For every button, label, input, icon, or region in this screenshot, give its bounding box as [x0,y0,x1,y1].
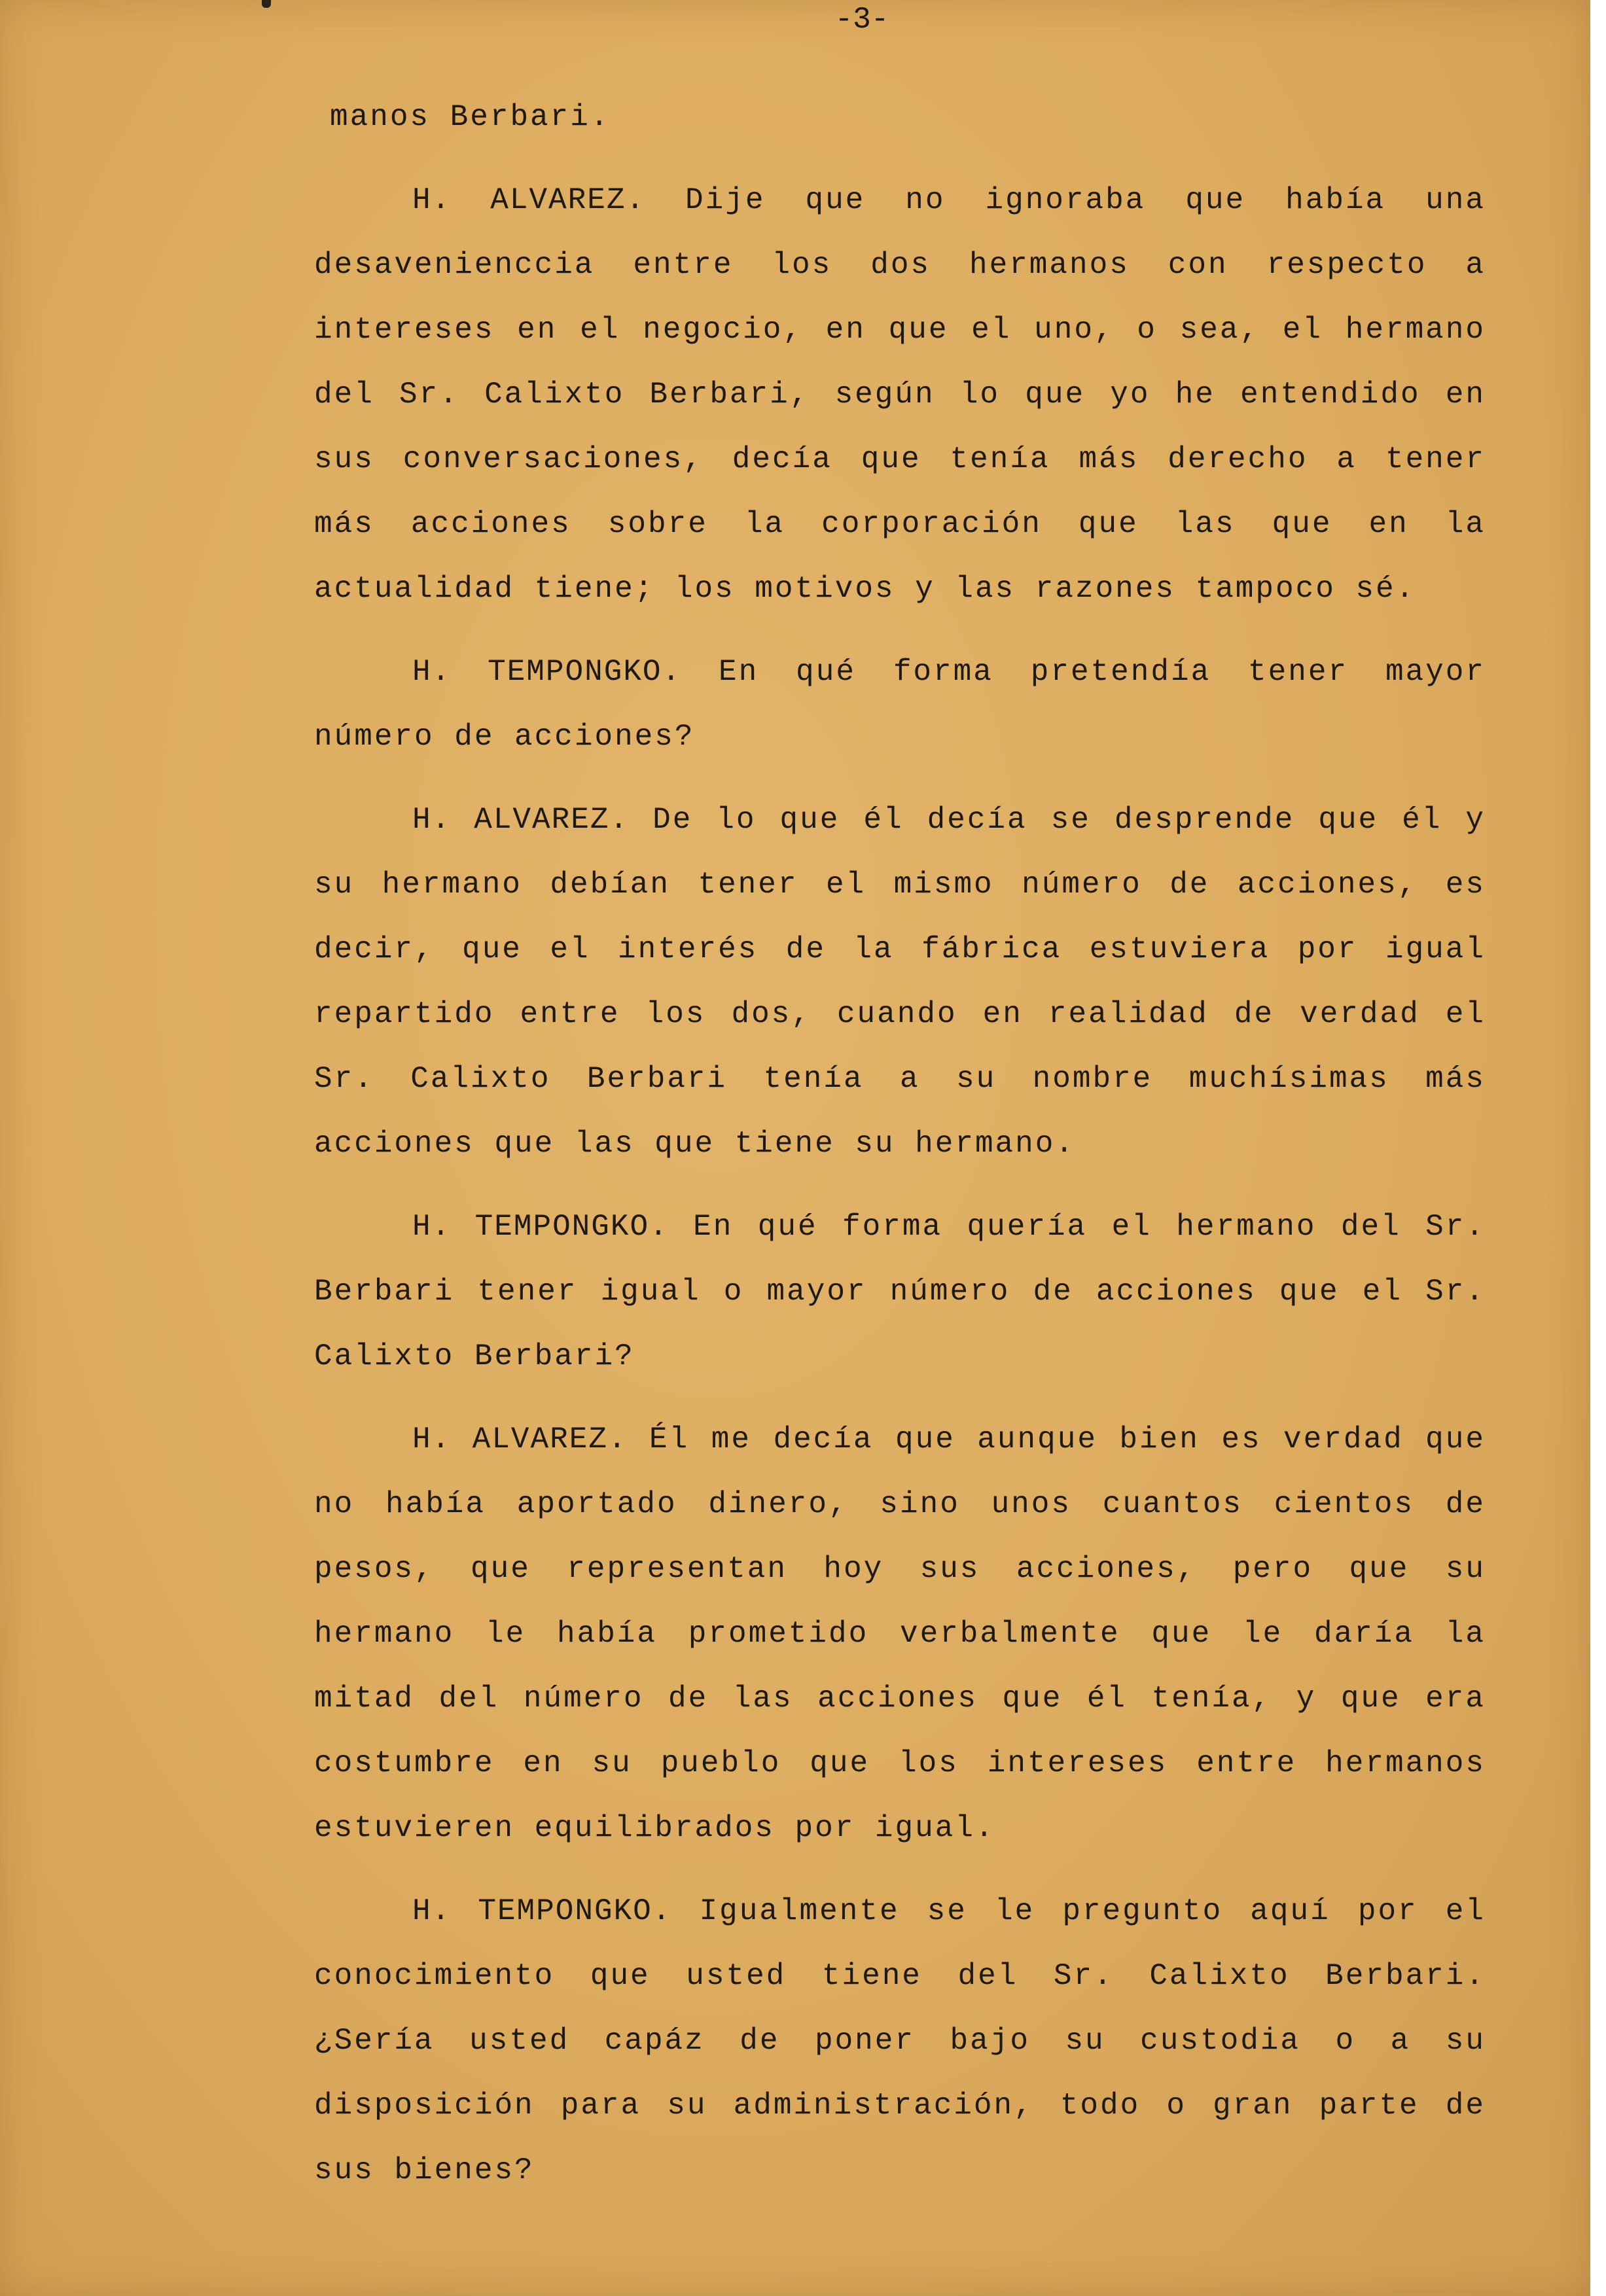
page-number: -3- [834,3,889,37]
paragraph [314,640,1486,769]
speaker-label: H. ALVAREZ. [412,803,630,837]
paragraph [314,1195,1486,1389]
paragraph-text: manos Berbari. [330,100,611,134]
paragraph-text: En qué forma quería el hermano del Sr. Berbari tener igual o mayor número de acciones que el Sr. Calixto Berbari? [314,1210,1486,1373]
paragraph-text: De lo que él decía se desprende que él y su hermano debían tener el mismo número de acciones, es decir, que el interés de la fábrica estuviera por igual repartido entre los dos, cuando en realidad de verdad el Sr. Calixto Berbari tenía a su nombre muchísimas más acciones que las que tiene su hermano. [314,803,1486,1161]
paragraph-continuation [314,85,1486,150]
speaker-label: H. TEMPONGKO. [412,1210,669,1244]
speaker-label: H. TEMPONGKO. [412,655,682,689]
paragraph [314,788,1486,1176]
paragraph-text: Igualmente se le pregunto aquí por el conocimiento que usted tiene del Sr. Calixto Berbari. ¿Sería usted capáz de poner bajo su custodia o a su disposición para su administración, todo o gran parte de sus bienes? [314,1894,1486,2187]
speaker-label: H. ALVAREZ. [412,183,646,217]
paragraph-text: Dije que no ignoraba que había una desavenienccia entre los dos hermanos con respecto a intereses en el negocio, en que el uno, o sea, el hermano del Sr. Calixto Berbari, según lo que yo he entendido en sus conversaciones, decía que tenía más derecho a tener más acciones sobre la corporación que las que en la actualidad tiene; los motivos y las razones tampoco sé. [314,183,1486,606]
transcript-body [314,85,1486,2203]
speaker-label: H. ALVAREZ. [412,1422,628,1457]
speaker-label: H. TEMPONGKO. [412,1894,672,1928]
paragraph [314,1407,1486,1861]
paragraph [314,1879,1486,2203]
paragraph [314,168,1486,622]
paragraph-text: En qué forma pretendía tener mayor número de acciones? [314,655,1486,754]
paragraph-text: Él me decía que aunque bien es verdad que no había aportado dinero, sino unos cuantos cientos de pesos, que representan hoy sus acciones, pero que su hermano le había prometido verbalmente que le daría la mitad del número de las acciones que él tenía, y que era costumbre en su pueblo que los intereses entre hermanos estuvieren equilibrados por igual. [314,1422,1486,1845]
